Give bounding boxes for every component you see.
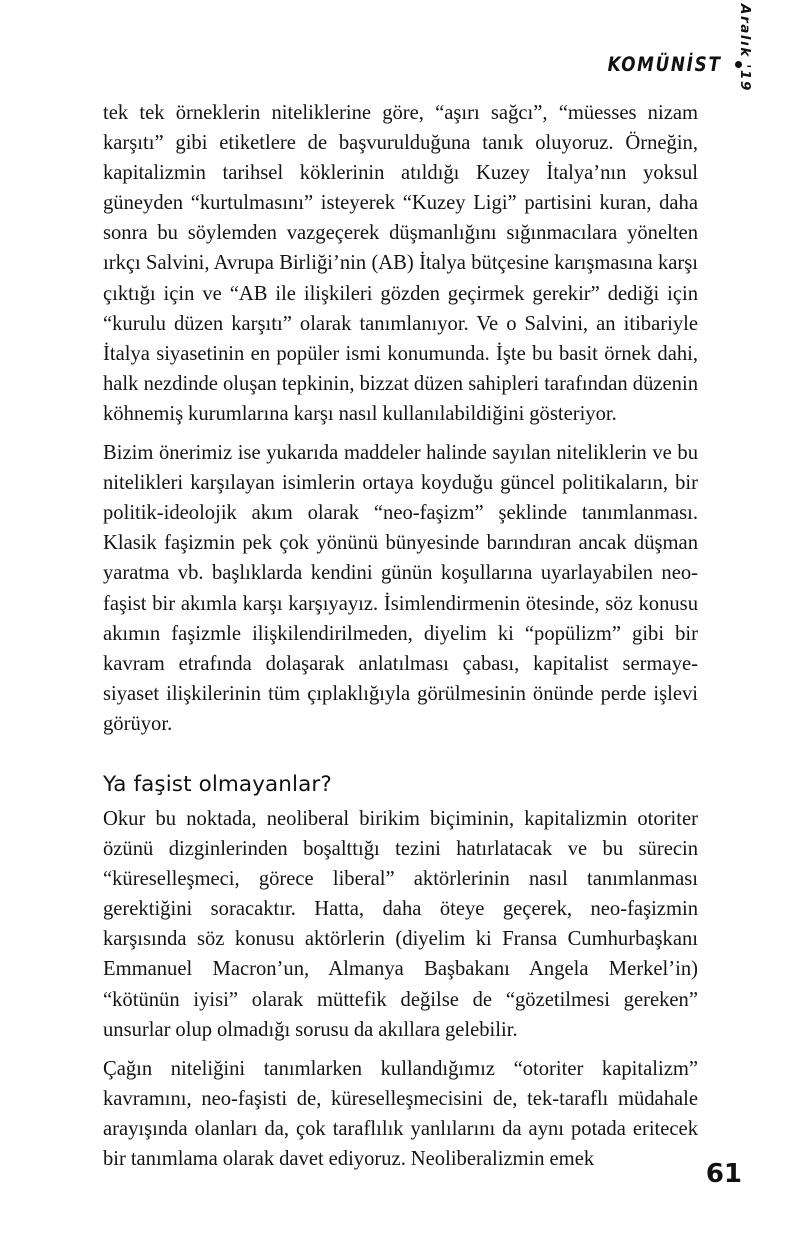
body-paragraph: Bizim önerimiz ise yukarıda maddeler halinde sayılan niteliklerin ve bu nitelikleri karşılayan isimlerin ortaya koyduğu güncel politikaların, bir politik-ideolojik akım olarak “neo-faşizm” şeklinde tanımlanması. Klasik faşizmin pek çok yönünü bünyesinde barındıran ancak düşman yaratma vb. başlıklarda kendini günün koşullarına uyarlayabilen neo-faşist bir akımla karşı karşıyayız. İsimlendirmenin ötesinde, söz konusu akımın faşizmle ilişkilendirilmeden, diyelim ki “popülizm” gibi bir kavram etrafında dolaşarak anlatılması çabası, kapitalist sermaye-siyaset ilişkilerinin tüm çıplaklığıyla görülmesinin önünde perde işlevi görüyor. (103, 442, 698, 735)
page-number: 61 (705, 1159, 742, 1189)
journal-title: KOMÜNİST (607, 53, 722, 77)
section-heading: Ya faşist olmayanlar? (103, 771, 332, 797)
body-paragraph: tek tek örneklerin niteliklerine göre, “aşırı sağcı”, “müesses nizam karşıtı” gibi etiketlere de başvurulduğuna tanık oluyoruz. Örneğin, kapitalizmin tarihsel köklerinin atıldığı Kuzey İtalya’nın yoksul güneyden “kurtulmasını” isteyerek “Kuzey Ligi” partisini kuran, daha sonra bu söylemden vazgeçerek düşmanlığını sığınmacılara yönelten ırkçı Salvini, Avrupa Birliği’nin (AB) İtalya bütçesine karışmasına karşı çıktığı için ve “AB ile ilişkileri gözden geçirmek gerekir” dediği için “kurulu düzen karşıtı” olarak tanımlanıyor. Ve o Salvini, an itibariyle İtalya siyasetinin en popüler ismi konumunda. İşte bu basit örnek dahi, halk nezdinde oluşan tepkinin, bizzat düzen sahipleri tarafından düzenin köhnemiş kurumlarına karşı nasıl kullanılabildiğini gösteriyor. (103, 102, 698, 425)
body-paragraph: Çağın niteliğini tanımlarken kullandığımız “otoriter kapitalizm” kavramını, neo-faşisti de, küreselleşmecisini de, tek-taraflı müdahale arayışında olanları da, çok taraflılık yanlılarını da aynı potada eritecek bir tanımlama olarak davet ediyoruz. Neoliberalizmin emek (103, 1057, 698, 1170)
body-paragraph: Okur bu noktada, neoliberal birikim biçiminin, kapitalizmin otoriter özünü dizginlerinden boşalttığı tezini hatırlatacak ve bu sürecin “küreselleşmeci, görece liberal” aktörlerinin nasıl tanımlanması gerektiğini soracaktır. Hatta, daha öteye geçerek, neo-faşizmin karşısında söz konusu aktörlerin (diyelim ki Fransa Cumhurbaşkanı Emmanuel Macron’un, Almanya Başbakanı Angela Merkel’in) “kötünün iyisi” olarak müttefik değilse de “gözetilmesi gereken” unsurlar olup olmadığı sorusu da akıllara gelebilir. (103, 807, 698, 1041)
running-head (589, 52, 742, 78)
text-column (103, 98, 698, 1174)
issue-date: Aralık '19 (737, 3, 753, 92)
